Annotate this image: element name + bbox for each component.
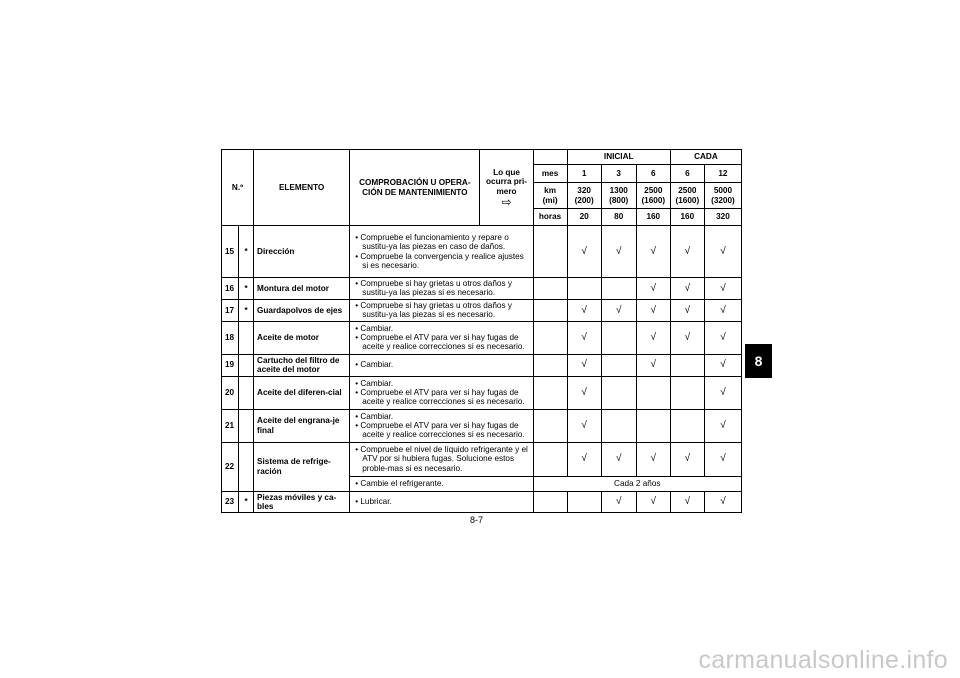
item-element: Dirección <box>254 226 350 278</box>
check-text: Cambie el refrigerante. <box>360 478 444 488</box>
check-mark: √ <box>670 321 704 354</box>
header-first <box>480 150 533 226</box>
empty-cell <box>601 376 636 409</box>
check-mark: √ <box>636 491 670 513</box>
item-checks <box>350 409 533 442</box>
item-number: 17 <box>222 299 239 321</box>
item-element: Aceite del engrana-je final <box>254 409 350 442</box>
corner-cell <box>533 491 567 513</box>
maintenance-table <box>221 149 742 513</box>
empty-cell <box>670 409 704 442</box>
item-star: * <box>239 299 254 321</box>
check-bullet: • Compruebe el ATV para ver si hay fugas de aceite y realice correcciones si es necesario. <box>355 332 525 352</box>
item-number: 18 <box>222 321 239 354</box>
check-mark: √ <box>704 491 741 513</box>
header-month: 1 <box>567 165 601 183</box>
check-text: Compruebe si hay grietas u otros daños y sustitu-ya las piezas si es necesario. <box>360 300 512 320</box>
check-mark: √ <box>601 299 636 321</box>
header-element: ELEMENTO <box>254 150 350 226</box>
check-bullet: • Cambie el refrigerante. <box>355 478 444 488</box>
check-mark: √ <box>704 299 741 321</box>
item-star: * <box>239 491 254 513</box>
item-number: 21 <box>222 409 239 442</box>
item-checks <box>350 442 533 476</box>
header-hours: 20 <box>567 209 601 226</box>
check-mark: √ <box>567 442 601 476</box>
check-mark: √ <box>670 491 704 513</box>
interval-span: Cada 2 años <box>533 476 741 491</box>
header-month-label: mes <box>533 165 567 183</box>
check-bullet: • Cambiar. <box>355 323 394 333</box>
item-star: * <box>239 278 254 300</box>
check-mark: √ <box>567 321 601 354</box>
corner-cell <box>533 409 567 442</box>
check-mark: √ <box>704 376 741 409</box>
table-row <box>222 226 742 278</box>
corner-cell <box>533 226 567 278</box>
header-hours: 320 <box>704 209 741 226</box>
check-mark: √ <box>670 299 704 321</box>
empty-cell <box>567 491 601 513</box>
table-row <box>222 278 742 300</box>
check-text: Compruebe el ATV para ver si hay fugas de aceite y realice correcciones si es necesario. <box>360 387 525 407</box>
check-mark: √ <box>601 491 636 513</box>
empty-cell <box>670 354 704 376</box>
check-bullet: • Compruebe la convergencia y realice ajustes si es necesario. <box>355 251 524 270</box>
header-month: 12 <box>704 165 741 183</box>
header-check: COMPROBACIÓN U OPERA-CIÓN DE MANTENIMIENTO <box>350 150 480 226</box>
check-text: Compruebe el funcionamiento y repare o sustitu-ya las piezas en caso de daños. <box>360 232 509 252</box>
check-mark: √ <box>636 354 670 376</box>
corner-cell <box>533 376 567 409</box>
empty-cell <box>567 278 601 300</box>
check-mark: √ <box>567 376 601 409</box>
item-checks <box>350 376 533 409</box>
empty-cell <box>601 409 636 442</box>
item-star <box>239 354 254 376</box>
check-text: Lubricar. <box>360 497 392 507</box>
header-km: 2500 (1600) <box>670 183 704 209</box>
check-bullet: • Compruebe si hay grietas u otros daños y sustitu-ya las piezas si es necesario. <box>355 279 512 298</box>
check-mark: √ <box>704 409 741 442</box>
check-bullet: • Compruebe el nivel de líquido refrigerante y el ATV por si hubiera fugas. Solucione estos proble-mas si es necesario. <box>355 445 528 473</box>
check-mark: √ <box>601 442 636 476</box>
check-bullet: • Lubricar. <box>355 497 392 507</box>
check-text: Cambiar. <box>360 360 394 370</box>
table-row <box>222 376 742 409</box>
item-checks <box>350 354 533 376</box>
item-element: Guardapolvos de ejes <box>254 299 350 321</box>
check-mark: √ <box>567 354 601 376</box>
header-hours: 160 <box>670 209 704 226</box>
item-number: 20 <box>222 376 239 409</box>
item-element: Sistema de refrige-ración <box>254 442 350 491</box>
empty-cell <box>636 409 670 442</box>
header-month: 3 <box>601 165 636 183</box>
check-bullet: • Compruebe si hay grietas u otros daños y sustitu-ya las piezas si es necesario. <box>355 300 512 320</box>
check-mark: √ <box>567 226 601 278</box>
check-mark: √ <box>704 226 741 278</box>
item-number: 16 <box>222 278 239 300</box>
item-star <box>239 321 254 354</box>
item-number: 22 <box>222 442 239 491</box>
table-row <box>222 321 742 354</box>
item-star <box>239 376 254 409</box>
check-mark: √ <box>704 442 741 476</box>
check-bullet: • Cambiar. <box>355 360 394 370</box>
check-bullet: • Cambiar. <box>355 378 394 388</box>
check-text: Cambiar. <box>360 411 394 421</box>
table-row <box>222 491 742 513</box>
corner-cell <box>533 442 567 476</box>
item-checks <box>350 321 533 354</box>
check-text: Compruebe el ATV para ver si hay fugas de aceite y realice correcciones si es necesario. <box>360 332 525 352</box>
header-hours: 160 <box>636 209 670 226</box>
item-checks <box>350 278 533 300</box>
empty-cell <box>601 321 636 354</box>
check-bullet: • Compruebe el ATV para ver si hay fugas de aceite y realice correcciones si es necesario. <box>355 420 525 440</box>
check-mark: √ <box>670 278 704 300</box>
check-mark: √ <box>567 409 601 442</box>
table-row <box>222 442 742 476</box>
check-mark: √ <box>670 442 704 476</box>
check-text: Compruebe si hay grietas u otros daños y sustitu-ya las piezas si es necesario. <box>360 279 512 298</box>
header-every: CADA <box>670 150 741 165</box>
item-element: Cartucho del filtro de aceite del motor <box>254 354 350 376</box>
check-text: Compruebe el nivel de líquido refrigerante y el ATV por si hubiera fugas. Solucione estos proble-mas si es necesario. <box>360 445 528 473</box>
check-mark: √ <box>704 321 741 354</box>
table-row <box>222 409 742 442</box>
header-first-label: Lo que ocurra pri-mero <box>486 167 527 196</box>
header-no: N.º <box>222 150 254 226</box>
check-bullet: • Cambiar. <box>355 411 394 421</box>
empty-cell <box>601 278 636 300</box>
item-element: Aceite de motor <box>254 321 350 354</box>
check-text: Compruebe el ATV para ver si hay fugas de aceite y realice correcciones si es necesario. <box>360 420 525 440</box>
item-star <box>239 409 254 442</box>
item-checks <box>350 299 533 321</box>
header-km: 320 (200) <box>567 183 601 209</box>
check-text: Compruebe la convergencia y realice ajustes si es necesario. <box>360 251 524 270</box>
check-mark: √ <box>567 299 601 321</box>
check-text: Cambiar. <box>360 323 394 333</box>
check-mark: √ <box>704 278 741 300</box>
page-number: 8-7 <box>470 515 484 525</box>
item-number: 23 <box>222 491 239 513</box>
check-mark: √ <box>670 226 704 278</box>
item-element: Montura del motor <box>254 278 350 300</box>
check-mark: √ <box>601 226 636 278</box>
header-month: 6 <box>636 165 670 183</box>
check-mark: √ <box>636 299 670 321</box>
maintenance-rows <box>222 226 742 513</box>
item-star <box>239 442 254 491</box>
chapter-tab: 8 <box>745 344 772 378</box>
header-km: 1300 (800) <box>601 183 636 209</box>
item-element: Piezas móviles y ca-bles <box>254 491 350 513</box>
header-hours-label: horas <box>533 209 567 226</box>
item-star: * <box>239 226 254 278</box>
check-mark: √ <box>636 226 670 278</box>
check-mark: √ <box>636 442 670 476</box>
header-km-label: km (mi) <box>533 183 567 209</box>
corner-cell <box>533 278 567 300</box>
check-bullet: • Compruebe el ATV para ver si hay fugas de aceite y realice correcciones si es necesario. <box>355 387 525 407</box>
check-bullet: • Compruebe el funcionamiento y repare o sustitu-ya las piezas en caso de daños. <box>355 232 509 252</box>
corner-cell <box>533 321 567 354</box>
check-mark: √ <box>704 354 741 376</box>
item-number: 15 <box>222 226 239 278</box>
corner-cell <box>533 299 567 321</box>
item-number: 19 <box>222 354 239 376</box>
empty-cell <box>636 376 670 409</box>
check-mark: √ <box>636 278 670 300</box>
header-corner <box>533 150 567 165</box>
header-km: 2500 (1600) <box>636 183 670 209</box>
header-hours: 80 <box>601 209 636 226</box>
empty-cell <box>670 376 704 409</box>
item-checks <box>350 226 533 278</box>
watermark: carmanualsonline.info <box>698 646 948 674</box>
header-initial: INICIAL <box>567 150 670 165</box>
check-text: Cambiar. <box>360 378 394 388</box>
check-mark: √ <box>636 321 670 354</box>
arrow-right-icon: ⇨ <box>501 194 512 209</box>
table-row <box>222 299 742 321</box>
header-km: 5000 (3200) <box>704 183 741 209</box>
item-checks <box>350 476 533 491</box>
table-row <box>222 354 742 376</box>
item-checks <box>350 491 533 513</box>
corner-cell <box>533 354 567 376</box>
header-month: 6 <box>670 165 704 183</box>
empty-cell <box>601 354 636 376</box>
item-element: Aceite del diferen-cial <box>254 376 350 409</box>
